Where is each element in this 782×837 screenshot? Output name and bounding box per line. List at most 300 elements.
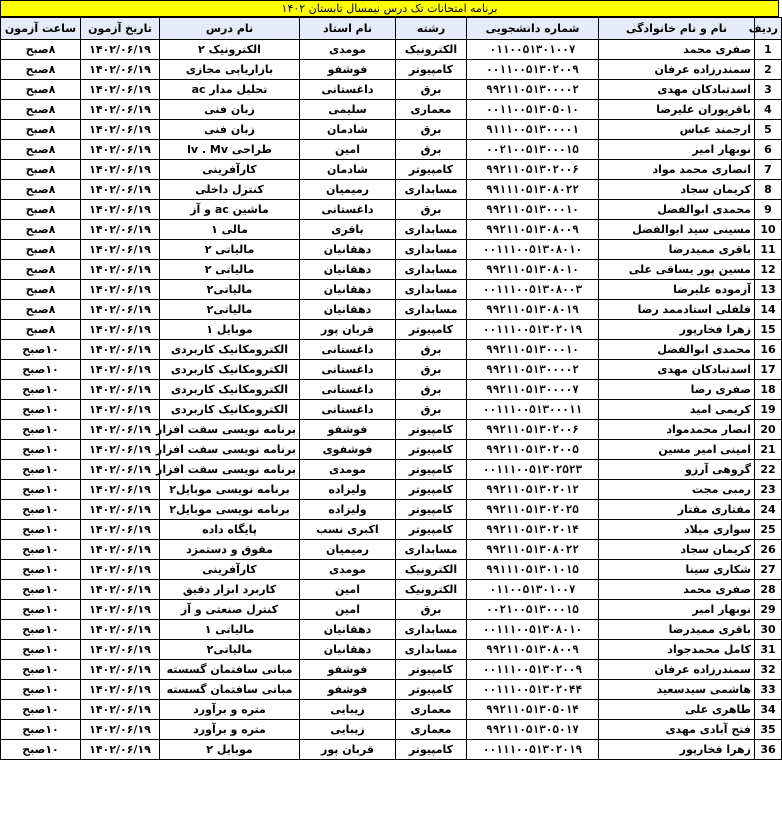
- exam-time-cell: ۱۰صبح: [1, 560, 81, 580]
- table-row: [1, 540, 782, 560]
- major-cell: کامپیوتر: [396, 660, 467, 680]
- teacher-cell: رمیمیان: [300, 180, 396, 200]
- major-cell: مسابداری: [396, 620, 467, 640]
- course-cell: تحلیل مدار ac: [160, 80, 300, 100]
- row-number-cell: 15: [755, 320, 782, 340]
- exam-date-cell: ۱۴۰۲/۰۶/۱۹: [81, 100, 160, 120]
- exam-time-cell: ۱۰صبح: [1, 540, 81, 560]
- row-number-cell: 29: [755, 600, 782, 620]
- exam-date-cell: ۱۴۰۲/۰۶/۱۹: [81, 240, 160, 260]
- table-row: [1, 480, 782, 500]
- teacher-cell: شادمان: [300, 160, 396, 180]
- row-number-cell: 11: [755, 240, 782, 260]
- row-number-cell: 4: [755, 100, 782, 120]
- teacher-cell: ولیزاده: [300, 500, 396, 520]
- exam-date-cell: ۱۴۰۲/۰۶/۱۹: [81, 380, 160, 400]
- major-cell: برق: [396, 80, 467, 100]
- student-name-cell: صفری محمد: [599, 580, 755, 600]
- student-name-cell: گروهی آرزو: [599, 460, 755, 480]
- exam-date-cell: ۱۴۰۲/۰۶/۱۹: [81, 480, 160, 500]
- course-cell: برنامه نویسی سفت افزار: [160, 440, 300, 460]
- course-cell: ماشین ac و آز: [160, 200, 300, 220]
- table-row: [1, 380, 782, 400]
- student-id-cell: ۰۰۱۱۱۰۰۵۱۳۰۲۵۲۳: [467, 460, 599, 480]
- row-number-cell: 1: [755, 40, 782, 60]
- row-number-cell: 31: [755, 640, 782, 660]
- major-cell: کامپیوتر: [396, 320, 467, 340]
- exam-time-cell: ۱۰صبح: [1, 400, 81, 420]
- student-id-cell: ۹۹۲۱۱۰۵۱۳۰۵۰۱۷: [467, 720, 599, 740]
- student-name-cell: کامل محمدجواد: [599, 640, 755, 660]
- course-cell: طراحی lv . Mv: [160, 140, 300, 160]
- table-body: [1, 40, 782, 760]
- table-row: [1, 80, 782, 100]
- teacher-cell: رمیمیان: [300, 540, 396, 560]
- student-id-cell: ۹۹۱۱۱۰۵۱۳۰۱۰۱۵: [467, 560, 599, 580]
- student-name-cell: انصار محمدمواد: [599, 420, 755, 440]
- student-id-cell: ۹۹۲۱۱۰۵۱۳۰۲۰۰۶: [467, 420, 599, 440]
- major-cell: معماری: [396, 720, 467, 740]
- exam-date-cell: ۱۴۰۲/۰۶/۱۹: [81, 200, 160, 220]
- major-cell: کامپیوتر: [396, 520, 467, 540]
- exam-time-cell: ۸صبح: [1, 60, 81, 80]
- exam-time-cell: ۱۰صبح: [1, 740, 81, 760]
- course-cell: پایگاه داده: [160, 520, 300, 540]
- student-name-cell: طاهری علی: [599, 700, 755, 720]
- student-id-cell: ۹۹۲۱۱۰۵۱۳۰۰۰۱۰: [467, 200, 599, 220]
- student-name-cell: ارجمند عباس: [599, 120, 755, 140]
- course-cell: زبان فنی: [160, 100, 300, 120]
- student-name-cell: اسدتبادکان مهدی: [599, 360, 755, 380]
- major-cell: مسابداری: [396, 240, 467, 260]
- course-cell: کنترل صنعتی و آز: [160, 600, 300, 620]
- exam-time-cell: ۸صبح: [1, 100, 81, 120]
- teacher-cell: باقری: [300, 220, 396, 240]
- teacher-cell: داغستانی: [300, 200, 396, 220]
- teacher-cell: مومدی: [300, 40, 396, 60]
- course-cell: موبایل ۲: [160, 740, 300, 760]
- teacher-cell: فوشفو: [300, 420, 396, 440]
- exam-date-cell: ۱۴۰۲/۰۶/۱۹: [81, 440, 160, 460]
- major-cell: مسابداری: [396, 540, 467, 560]
- student-id-cell: ۹۹۲۱۱۰۵۱۳۰۰۰۱۰: [467, 340, 599, 360]
- row-number-cell: 32: [755, 660, 782, 680]
- major-cell: برق: [396, 120, 467, 140]
- major-cell: الکترونیک: [396, 40, 467, 60]
- exam-date-cell: ۱۴۰۲/۰۶/۱۹: [81, 120, 160, 140]
- student-id-cell: ۹۹۲۱۱۰۵۱۳۰۸۰۰۹: [467, 220, 599, 240]
- header-time: ساعت آزمون: [1, 18, 81, 40]
- major-cell: کامپیوتر: [396, 500, 467, 520]
- major-cell: برق: [396, 380, 467, 400]
- student-name-cell: آزموده علیرضا: [599, 280, 755, 300]
- student-id-cell: ۹۹۲۱۱۰۵۱۳۰۲۰۰۶: [467, 160, 599, 180]
- major-cell: مسابداری: [396, 640, 467, 660]
- major-cell: معماری: [396, 100, 467, 120]
- exam-date-cell: ۱۴۰۲/۰۶/۱۹: [81, 180, 160, 200]
- table-row: [1, 440, 782, 460]
- exam-time-cell: ۱۰صبح: [1, 600, 81, 620]
- student-name-cell: سمندرزاده عرفان: [599, 60, 755, 80]
- teacher-cell: دهقانیان: [300, 300, 396, 320]
- row-number-cell: 25: [755, 520, 782, 540]
- student-name-cell: زهرا فخارپور: [599, 740, 755, 760]
- row-number-cell: 14: [755, 300, 782, 320]
- exam-time-cell: ۱۰صبح: [1, 520, 81, 540]
- major-cell: کامپیوتر: [396, 160, 467, 180]
- table-row: [1, 260, 782, 280]
- row-number-cell: 9: [755, 200, 782, 220]
- row-number-cell: 13: [755, 280, 782, 300]
- exam-date-cell: ۱۴۰۲/۰۶/۱۹: [81, 620, 160, 640]
- course-cell: الکترومکانیک کاربردی: [160, 400, 300, 420]
- table-row: [1, 580, 782, 600]
- exam-time-cell: ۸صبح: [1, 40, 81, 60]
- student-name-cell: نوبهار امیر: [599, 600, 755, 620]
- student-name-cell: صفری رضا: [599, 380, 755, 400]
- header-row: [1, 18, 782, 40]
- student-name-cell: مسینی سید ابوالفضل: [599, 220, 755, 240]
- exam-time-cell: ۱۰صبح: [1, 580, 81, 600]
- table-row: [1, 160, 782, 180]
- teacher-cell: امین: [300, 140, 396, 160]
- teacher-cell: زیبایی: [300, 700, 396, 720]
- table-row: [1, 500, 782, 520]
- student-id-cell: ۹۹۲۱۱۰۵۱۳۰۰۰۰۲: [467, 360, 599, 380]
- major-cell: کامپیوتر: [396, 440, 467, 460]
- major-cell: کامپیوتر: [396, 480, 467, 500]
- exam-date-cell: ۱۴۰۲/۰۶/۱۹: [81, 280, 160, 300]
- row-number-cell: 35: [755, 720, 782, 740]
- table-row: [1, 220, 782, 240]
- course-cell: الکترومکانیک کاربردی: [160, 380, 300, 400]
- teacher-cell: داغستانی: [300, 360, 396, 380]
- teacher-cell: داغستانی: [300, 400, 396, 420]
- course-cell: مالیاتی۲: [160, 280, 300, 300]
- teacher-cell: فوشفو: [300, 660, 396, 680]
- course-cell: زبان فنی: [160, 120, 300, 140]
- student-id-cell: ۹۹۲۱۱۰۵۱۳۰۸۰۲۲: [467, 540, 599, 560]
- student-id-cell: ۹۱۱۱۰۰۵۱۳۰۰۰۰۱: [467, 120, 599, 140]
- major-cell: معماری: [396, 700, 467, 720]
- student-id-cell: ۰۰۱۱۱۰۰۵۱۳۰۲۰۱۹: [467, 740, 599, 760]
- table-row: [1, 420, 782, 440]
- exam-time-cell: ۱۰صبح: [1, 680, 81, 700]
- table-row: [1, 40, 782, 60]
- teacher-cell: مومدی: [300, 460, 396, 480]
- row-number-cell: 33: [755, 680, 782, 700]
- student-id-cell: ۰۰۱۱۱۰۰۵۱۳۰۸۰۰۳: [467, 280, 599, 300]
- course-cell: برنامه نویسی سفت افزار: [160, 460, 300, 480]
- course-cell: مالیاتی۲: [160, 300, 300, 320]
- course-cell: مبانی سافتمان گسسته: [160, 660, 300, 680]
- exam-time-cell: ۸صبح: [1, 300, 81, 320]
- student-name-cell: شکاری سینا: [599, 560, 755, 580]
- student-name-cell: امینی امیر مسین: [599, 440, 755, 460]
- teacher-cell: فوشفوی: [300, 440, 396, 460]
- student-id-cell: ۰۱۱۰۰۵۱۳۰۱۰۰۷: [467, 40, 599, 60]
- table-row: [1, 640, 782, 660]
- major-cell: مسابداری: [396, 300, 467, 320]
- course-cell: برنامه نویسی موبایل۲: [160, 500, 300, 520]
- exam-time-cell: ۱۰صبح: [1, 700, 81, 720]
- exam-time-cell: ۸صبح: [1, 240, 81, 260]
- course-cell: موبایل ۱: [160, 320, 300, 340]
- exam-time-cell: ۸صبح: [1, 280, 81, 300]
- major-cell: الکترونیک: [396, 580, 467, 600]
- exam-time-cell: ۸صبح: [1, 260, 81, 280]
- student-name-cell: زهرا فخارپور: [599, 320, 755, 340]
- exam-time-cell: ۱۰صبح: [1, 660, 81, 680]
- student-name-cell: رمبی مجت: [599, 480, 755, 500]
- exam-time-cell: ۱۰صبح: [1, 460, 81, 480]
- table-row: [1, 620, 782, 640]
- student-id-cell: ۰۰۱۱۱۰۰۵۱۳۰۸۰۱۰: [467, 620, 599, 640]
- student-id-cell: ۰۰۲۱۰۰۵۱۳۰۰۰۱۵: [467, 600, 599, 620]
- exam-time-cell: ۱۰صبح: [1, 360, 81, 380]
- header-course: نام درس: [160, 18, 300, 40]
- teacher-cell: قربان پور: [300, 740, 396, 760]
- row-number-cell: 19: [755, 400, 782, 420]
- table-row: [1, 280, 782, 300]
- student-name-cell: صفری محمد: [599, 40, 755, 60]
- sheet-title: برنامه امتحانات تک درس نیمسال تابستان ۱۴۰۲: [0, 0, 779, 17]
- major-cell: الکترونیک: [396, 560, 467, 580]
- table-row: [1, 200, 782, 220]
- student-id-cell: ۹۹۲۱۱۰۵۱۳۰۲۰۰۵: [467, 440, 599, 460]
- course-cell: مالیاتی ۲: [160, 260, 300, 280]
- exam-date-cell: ۱۴۰۲/۰۶/۱۹: [81, 660, 160, 680]
- exam-date-cell: ۱۴۰۲/۰۶/۱۹: [81, 400, 160, 420]
- row-number-cell: 24: [755, 500, 782, 520]
- exam-date-cell: ۱۴۰۲/۰۶/۱۹: [81, 460, 160, 480]
- row-number-cell: 12: [755, 260, 782, 280]
- student-name-cell: محمدی ابوالفضل: [599, 340, 755, 360]
- student-id-cell: ۹۹۲۱۱۰۵۱۳۰۸۰۱۹: [467, 300, 599, 320]
- student-id-cell: ۹۹۲۱۱۰۵۱۳۰۸۰۰۹: [467, 640, 599, 660]
- teacher-cell: فوشفو: [300, 680, 396, 700]
- header-date: تاریخ آزمون: [81, 18, 160, 40]
- student-id-cell: ۹۹۲۱۱۰۵۱۳۰۲۰۱۲: [467, 480, 599, 500]
- course-cell: مالی ۱: [160, 220, 300, 240]
- exam-date-cell: ۱۴۰۲/۰۶/۱۹: [81, 500, 160, 520]
- exam-date-cell: ۱۴۰۲/۰۶/۱۹: [81, 320, 160, 340]
- teacher-cell: اکبری نسب: [300, 520, 396, 540]
- major-cell: برق: [396, 200, 467, 220]
- exam-date-cell: ۱۴۰۲/۰۶/۱۹: [81, 420, 160, 440]
- course-cell: کاربرد ابزار دقیق: [160, 580, 300, 600]
- course-cell: مالیاتی ۱: [160, 620, 300, 640]
- exam-date-cell: ۱۴۰۲/۰۶/۱۹: [81, 360, 160, 380]
- exam-date-cell: ۱۴۰۲/۰۶/۱۹: [81, 40, 160, 60]
- exam-date-cell: ۱۴۰۲/۰۶/۱۹: [81, 60, 160, 80]
- row-number-cell: 18: [755, 380, 782, 400]
- major-cell: مسابداری: [396, 220, 467, 240]
- student-name-cell: فتح آبادی مهدی: [599, 720, 755, 740]
- exam-time-cell: ۱۰صبح: [1, 720, 81, 740]
- teacher-cell: مومدی: [300, 560, 396, 580]
- course-cell: الکترومکانیک کاربردی: [160, 360, 300, 380]
- student-name-cell: نوبهار امیر: [599, 140, 755, 160]
- teacher-cell: دهقانیان: [300, 620, 396, 640]
- student-name-cell: سمندرزاده عرفان: [599, 660, 755, 680]
- exam-date-cell: ۱۴۰۲/۰۶/۱۹: [81, 700, 160, 720]
- row-number-cell: 36: [755, 740, 782, 760]
- course-cell: مبانی سافتمان گسسته: [160, 680, 300, 700]
- header-student-id: شماره دانشجویی: [467, 18, 599, 40]
- major-cell: کامپیوتر: [396, 420, 467, 440]
- header-major: رشته: [396, 18, 467, 40]
- teacher-cell: داغستانی: [300, 380, 396, 400]
- student-id-cell: ۹۹۱۱۱۰۵۱۳۰۸۰۲۲: [467, 180, 599, 200]
- exam-date-cell: ۱۴۰۲/۰۶/۱۹: [81, 640, 160, 660]
- exam-date-cell: ۱۴۰۲/۰۶/۱۹: [81, 680, 160, 700]
- row-number-cell: 27: [755, 560, 782, 580]
- row-number-cell: 23: [755, 480, 782, 500]
- row-number-cell: 17: [755, 360, 782, 380]
- student-name-cell: باقرپوران علیرضا: [599, 100, 755, 120]
- row-number-cell: 6: [755, 140, 782, 160]
- row-number-cell: 30: [755, 620, 782, 640]
- exam-time-cell: ۸صبح: [1, 160, 81, 180]
- table-row: [1, 400, 782, 420]
- student-id-cell: ۰۰۱۱۱۰۰۵۱۳۰۰۰۱۱: [467, 400, 599, 420]
- course-cell: برنامه نویسی موبایل۲: [160, 480, 300, 500]
- header-teacher: نام استاد: [300, 18, 396, 40]
- exam-time-cell: ۸صبح: [1, 220, 81, 240]
- header-name: نام و نام خانوادگی: [599, 18, 755, 40]
- major-cell: برق: [396, 140, 467, 160]
- exam-time-cell: ۸صبح: [1, 120, 81, 140]
- student-id-cell: ۰۰۱۱۰۰۵۱۳۰۵۰۱۰: [467, 100, 599, 120]
- course-cell: متره و برآورد: [160, 720, 300, 740]
- major-cell: برق: [396, 340, 467, 360]
- exam-date-cell: ۱۴۰۲/۰۶/۱۹: [81, 260, 160, 280]
- table-row: [1, 180, 782, 200]
- row-number-cell: 22: [755, 460, 782, 480]
- student-name-cell: محمدی ابوالفضل: [599, 200, 755, 220]
- teacher-cell: سلیمی: [300, 100, 396, 120]
- major-cell: مسابداری: [396, 180, 467, 200]
- major-cell: کامپیوتر: [396, 680, 467, 700]
- teacher-cell: داغستانی: [300, 80, 396, 100]
- row-number-cell: 34: [755, 700, 782, 720]
- exam-table: [0, 17, 782, 760]
- student-name-cell: اسدتبادکان مهدی: [599, 80, 755, 100]
- exam-date-cell: ۱۴۰۲/۰۶/۱۹: [81, 160, 160, 180]
- table-row: [1, 520, 782, 540]
- student-name-cell: کریمی امید: [599, 400, 755, 420]
- row-number-cell: 10: [755, 220, 782, 240]
- student-name-cell: انصاری محمد مواد: [599, 160, 755, 180]
- course-cell: کنترل داخلی: [160, 180, 300, 200]
- row-number-cell: 2: [755, 60, 782, 80]
- exam-date-cell: ۱۴۰۲/۰۶/۱۹: [81, 720, 160, 740]
- row-number-cell: 8: [755, 180, 782, 200]
- table-row: [1, 340, 782, 360]
- student-id-cell: ۹۹۲۱۱۰۵۱۳۰۲۰۱۴: [467, 520, 599, 540]
- table-row: [1, 560, 782, 580]
- exam-time-cell: ۸صبح: [1, 180, 81, 200]
- row-number-cell: 5: [755, 120, 782, 140]
- header-row-number: ردیف: [755, 18, 782, 40]
- major-cell: برق: [396, 600, 467, 620]
- major-cell: مسابداری: [396, 280, 467, 300]
- teacher-cell: داغستانی: [300, 340, 396, 360]
- course-cell: برنامه نویسی سفت افزار: [160, 420, 300, 440]
- student-name-cell: سواری میلاد: [599, 520, 755, 540]
- table-row: [1, 100, 782, 120]
- exam-time-cell: ۱۰صبح: [1, 480, 81, 500]
- student-id-cell: ۹۹۲۱۱۰۵۱۳۰۰۰۰۷: [467, 380, 599, 400]
- exam-date-cell: ۱۴۰۲/۰۶/۱۹: [81, 520, 160, 540]
- student-name-cell: باقری ممیدرضا: [599, 240, 755, 260]
- exam-time-cell: ۸صبح: [1, 200, 81, 220]
- exam-time-cell: ۱۰صبح: [1, 640, 81, 660]
- exam-date-cell: ۱۴۰۲/۰۶/۱۹: [81, 140, 160, 160]
- exam-date-cell: ۱۴۰۲/۰۶/۱۹: [81, 600, 160, 620]
- student-name-cell: مفتاری مفتار: [599, 500, 755, 520]
- exam-time-cell: ۱۰صبح: [1, 440, 81, 460]
- course-cell: کارآفرینی: [160, 160, 300, 180]
- exam-date-cell: ۱۴۰۲/۰۶/۱۹: [81, 740, 160, 760]
- row-number-cell: 7: [755, 160, 782, 180]
- student-id-cell: ۰۰۱۱۱۰۰۵۱۳۰۸۰۱۰: [467, 240, 599, 260]
- teacher-cell: دهقانیان: [300, 280, 396, 300]
- exam-date-cell: ۱۴۰۲/۰۶/۱۹: [81, 80, 160, 100]
- teacher-cell: زیبایی: [300, 720, 396, 740]
- student-id-cell: ۰۱۱۰۰۵۱۳۰۱۰۰۷: [467, 580, 599, 600]
- table-row: [1, 60, 782, 80]
- table-row: [1, 460, 782, 480]
- student-name-cell: مسین پور یساقی علی: [599, 260, 755, 280]
- course-cell: مالیاتی۲: [160, 640, 300, 660]
- row-number-cell: 28: [755, 580, 782, 600]
- row-number-cell: 20: [755, 420, 782, 440]
- student-id-cell: ۹۹۲۱۱۰۵۱۳۰۵۰۱۴: [467, 700, 599, 720]
- teacher-cell: امین: [300, 600, 396, 620]
- exam-time-cell: ۱۰صبح: [1, 340, 81, 360]
- student-id-cell: ۰۰۱۱۱۰۰۵۱۳۰۲۰۰۹: [467, 660, 599, 680]
- major-cell: برق: [396, 400, 467, 420]
- table-row: [1, 240, 782, 260]
- student-id-cell: ۰۰۲۱۰۰۵۱۳۰۰۰۱۵: [467, 140, 599, 160]
- table-row: [1, 140, 782, 160]
- student-name-cell: فلفلی استادممد رضا: [599, 300, 755, 320]
- teacher-cell: دهقانیان: [300, 640, 396, 660]
- student-name-cell: هاشمی سیدسعید: [599, 680, 755, 700]
- exam-time-cell: ۱۰صبح: [1, 380, 81, 400]
- exam-time-cell: ۱۰صبح: [1, 620, 81, 640]
- table-row: [1, 120, 782, 140]
- table-row: [1, 680, 782, 700]
- course-cell: مالیاتی ۲: [160, 240, 300, 260]
- student-name-cell: کریمان سجاد: [599, 180, 755, 200]
- exam-time-cell: ۸صبح: [1, 140, 81, 160]
- student-id-cell: ۰۰۱۱۱۰۰۵۱۳۰۲۰۴۴: [467, 680, 599, 700]
- teacher-cell: فوشفو: [300, 60, 396, 80]
- exam-date-cell: ۱۴۰۲/۰۶/۱۹: [81, 540, 160, 560]
- exam-date-cell: ۱۴۰۲/۰۶/۱۹: [81, 560, 160, 580]
- course-cell: بازاریابی مجازی: [160, 60, 300, 80]
- student-id-cell: ۰۰۱۱۱۰۰۵۱۳۰۲۰۱۹: [467, 320, 599, 340]
- table-row: [1, 660, 782, 680]
- table-row: [1, 740, 782, 760]
- major-cell: مسابداری: [396, 260, 467, 280]
- course-cell: مقوق و دستمزد: [160, 540, 300, 560]
- exam-date-cell: ۱۴۰۲/۰۶/۱۹: [81, 580, 160, 600]
- table-row: [1, 720, 782, 740]
